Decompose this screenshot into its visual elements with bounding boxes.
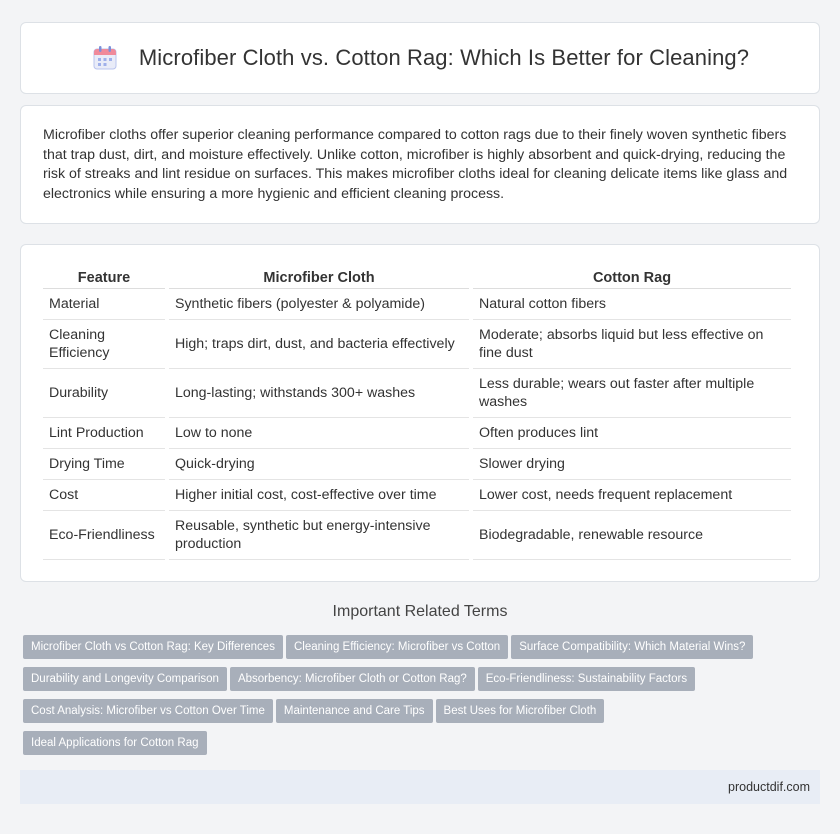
related-term-tag[interactable]: Cost Analysis: Microfiber vs Cotton Over Time <box>23 699 273 723</box>
related-term-tag[interactable]: Maintenance and Care Tips <box>276 699 433 723</box>
related-terms-title: Important Related Terms <box>332 603 508 620</box>
header-card <box>20 22 820 94</box>
footer-site-link[interactable]: productdif.com <box>728 780 810 794</box>
table-cell: Cleaning Efficiency <box>43 320 165 369</box>
table-cell: Cost <box>43 480 165 511</box>
footer <box>20 770 820 804</box>
table-row <box>43 480 791 511</box>
intro-card <box>20 105 820 224</box>
related-term-tag[interactable]: Ideal Applications for Cotton Rag <box>23 731 207 755</box>
table-cell: Natural cotton fibers <box>473 289 791 320</box>
table-row <box>43 511 791 560</box>
related-term-tag[interactable]: Absorbency: Microfiber Cloth or Cotton Rag? <box>230 667 475 691</box>
related-term-tag[interactable]: Best Uses for Microfiber Cloth <box>436 699 605 723</box>
related-terms-list <box>23 635 823 763</box>
calendar-icon <box>91 44 119 72</box>
related-term-tag[interactable]: Surface Compatibility: Which Material Wins? <box>511 635 753 659</box>
table-cell: Biodegradable, renewable resource <box>473 511 791 560</box>
table-cell: Less durable; wears out faster after multiple washes <box>473 369 791 418</box>
related-term-tag[interactable]: Cleaning Efficiency: Microfiber vs Cotton <box>286 635 508 659</box>
table-cell: Quick-drying <box>169 449 469 480</box>
table-cell: Synthetic fibers (polyester & polyamide) <box>169 289 469 320</box>
table-cell: Low to none <box>169 418 469 449</box>
table-cell: Material <box>43 289 165 320</box>
table-cell: Often produces lint <box>473 418 791 449</box>
page-title: Microfiber Cloth vs. Cotton Rag: Which Is Better for Cleaning? <box>138 45 750 70</box>
table-cell: Durability <box>43 369 165 418</box>
table-cell: Reusable, synthetic but energy-intensive production <box>169 511 469 560</box>
table-cell: Lint Production <box>43 418 165 449</box>
related-term-tag[interactable]: Microfiber Cloth vs Cotton Rag: Key Differences <box>23 635 283 659</box>
intro-text: Microfiber cloths offer superior cleaning performance compared to cotton rags due to their finely woven synthetic fibers that trap dust, dirt, and moisture effectively. Unlike cotton, microfiber is highly absorbent and quick-drying, reducing the risk of streaks and lint residue on surfaces. This makes microfiber cloths ideal for cleaning delicate items like glass and electronics while ensuring a more hygienic and efficient cleaning process. <box>43 127 788 202</box>
table-row <box>43 289 791 320</box>
table-cell: Moderate; absorbs liquid but less effective on fine dust <box>473 320 791 369</box>
header-microfiber: Microfiber Cloth <box>169 265 469 289</box>
related-term-tag[interactable]: Eco-Friendliness: Sustainability Factors <box>478 667 695 691</box>
header-feature: Feature <box>43 265 165 289</box>
related-term-tag[interactable]: Durability and Longevity Comparison <box>23 667 227 691</box>
table-cell: Slower drying <box>473 449 791 480</box>
table-row <box>43 320 791 369</box>
table-cell: Drying Time <box>43 449 165 480</box>
table-row <box>43 418 791 449</box>
table-cell: Higher initial cost, cost-effective over time <box>169 480 469 511</box>
comparison-table <box>39 265 795 560</box>
table-row <box>43 449 791 480</box>
table-cell: High; traps dirt, dust, and bacteria effectively <box>169 320 469 369</box>
table-header-row <box>43 265 791 289</box>
header-cotton: Cotton Rag <box>473 265 791 289</box>
comparison-table-card <box>20 244 820 582</box>
table-row <box>43 369 791 418</box>
table-cell: Long-lasting; withstands 300+ washes <box>169 369 469 418</box>
table-cell: Eco-Friendliness <box>43 511 165 560</box>
table-cell: Lower cost, needs frequent replacement <box>473 480 791 511</box>
